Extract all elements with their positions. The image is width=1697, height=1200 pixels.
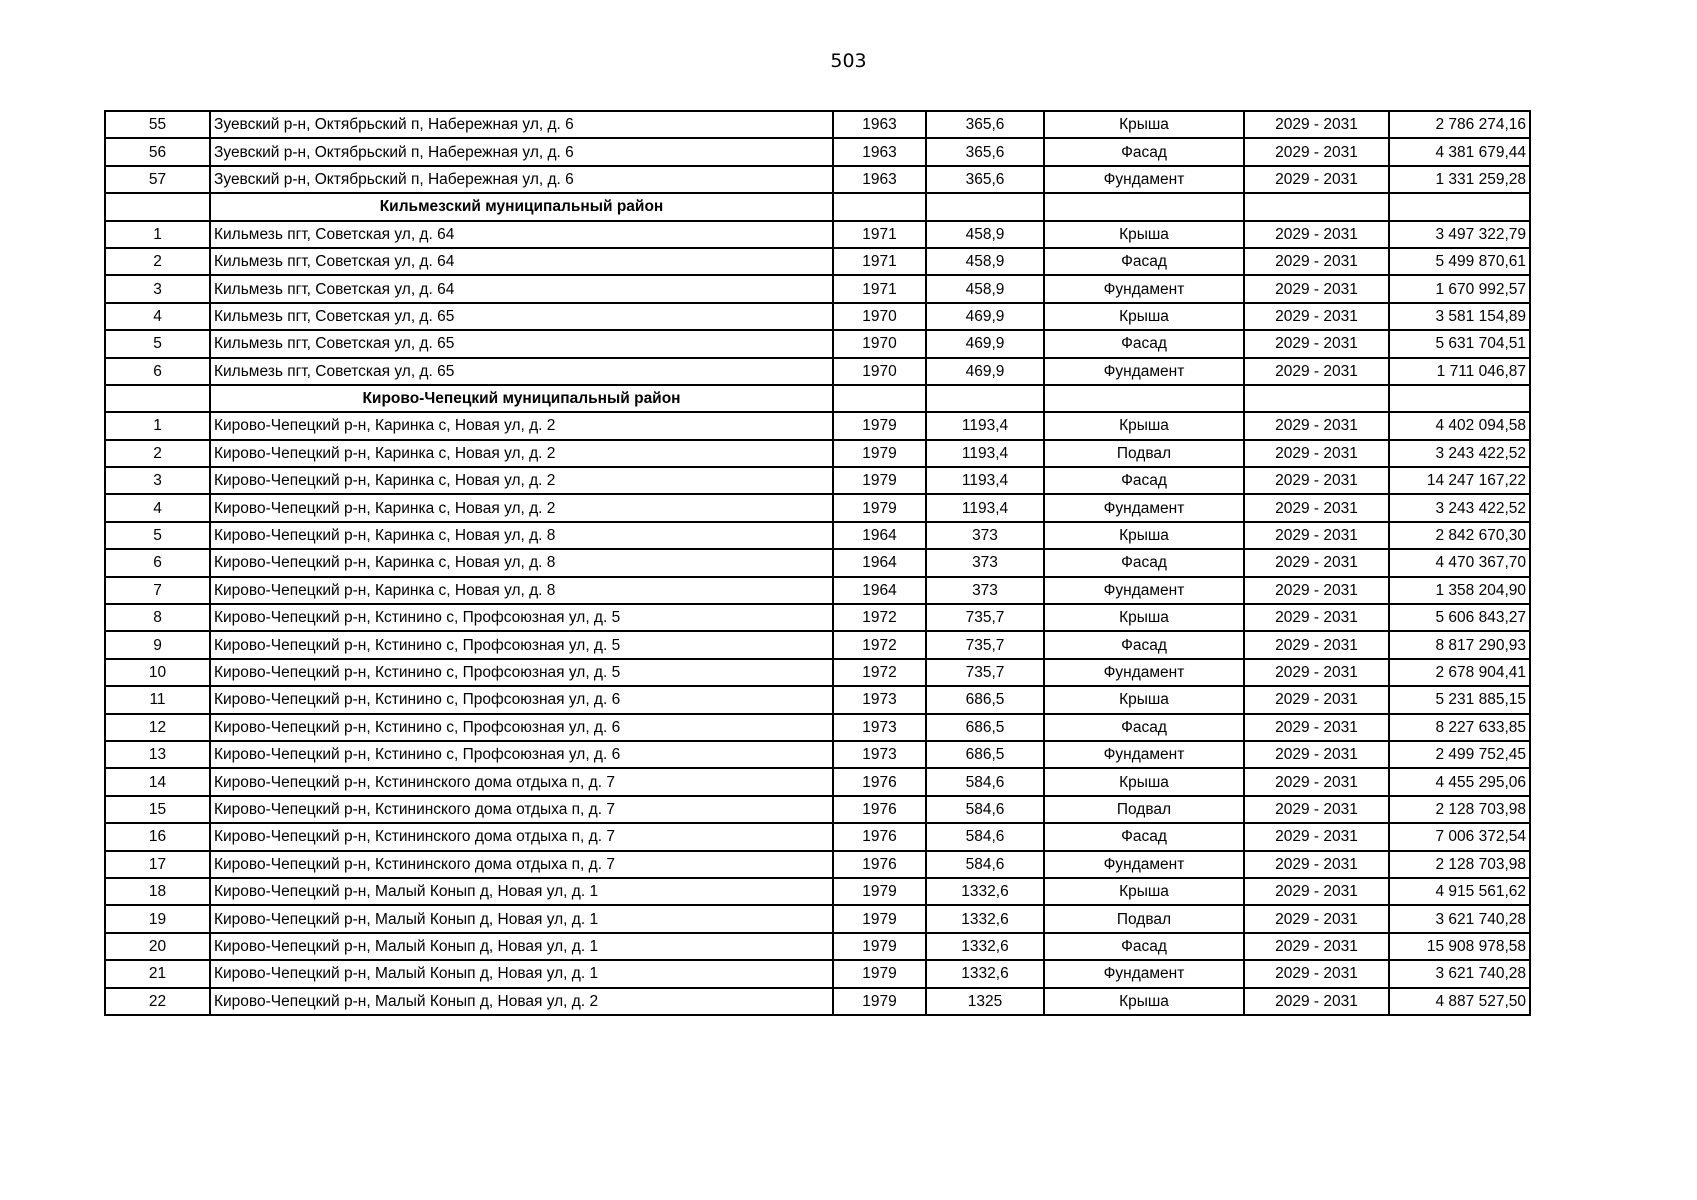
row-number: 14 (105, 768, 210, 795)
building-address: Кирово-Чепецкий р-н, Кстинино с, Профсоюзная ул, д. 5 (210, 659, 833, 686)
work-period: 2029 - 2031 (1244, 248, 1389, 275)
table-row (105, 960, 1530, 987)
work-type: Фундамент (1044, 275, 1244, 302)
floor-area: 735,7 (926, 659, 1044, 686)
work-cost: 4 402 094,58 (1389, 412, 1530, 439)
build-year: 1979 (833, 412, 926, 439)
work-type: Крыша (1044, 303, 1244, 330)
district-header-row (105, 193, 1530, 220)
work-period: 2029 - 2031 (1244, 631, 1389, 658)
work-cost: 8 817 290,93 (1389, 631, 1530, 658)
floor-area: 1193,4 (926, 467, 1044, 494)
table-row (105, 741, 1530, 768)
table-row (105, 823, 1530, 850)
row-number: 4 (105, 303, 210, 330)
work-cost: 4 381 679,44 (1389, 138, 1530, 165)
build-year: 1979 (833, 467, 926, 494)
work-type: Фасад (1044, 467, 1244, 494)
floor-area: 1193,4 (926, 440, 1044, 467)
row-number: 6 (105, 358, 210, 385)
table-row (105, 796, 1530, 823)
work-period: 2029 - 2031 (1244, 494, 1389, 521)
work-type: Фундамент (1044, 358, 1244, 385)
build-year: 1979 (833, 960, 926, 987)
building-address: Кирово-Чепецкий р-н, Кстинино с, Профсоюзная ул, д. 5 (210, 631, 833, 658)
work-period: 2029 - 2031 (1244, 988, 1389, 1015)
floor-area: 373 (926, 522, 1044, 549)
table-row (105, 440, 1530, 467)
build-year: 1970 (833, 330, 926, 357)
build-year: 1971 (833, 275, 926, 302)
floor-area: 584,6 (926, 851, 1044, 878)
work-period: 2029 - 2031 (1244, 412, 1389, 439)
row-number: 2 (105, 440, 210, 467)
build-year: 1979 (833, 878, 926, 905)
work-type: Фасад (1044, 631, 1244, 658)
floor-area: 1193,4 (926, 494, 1044, 521)
page-number: 503 (830, 50, 867, 72)
work-cost: 5 499 870,61 (1389, 248, 1530, 275)
row-number: 9 (105, 631, 210, 658)
floor-area: 686,5 (926, 741, 1044, 768)
floor-area: 735,7 (926, 604, 1044, 631)
table-row (105, 138, 1530, 165)
floor-area: 458,9 (926, 248, 1044, 275)
building-address: Кирово-Чепецкий р-н, Кстининского дома отдыха п, д. 7 (210, 768, 833, 795)
work-cost: 3 581 154,89 (1389, 303, 1530, 330)
empty-cell (105, 193, 210, 220)
work-type: Крыша (1044, 988, 1244, 1015)
row-number: 3 (105, 467, 210, 494)
work-period: 2029 - 2031 (1244, 221, 1389, 248)
building-address: Кирово-Чепецкий р-н, Каринка с, Новая ул, д. 2 (210, 494, 833, 521)
work-type: Крыша (1044, 878, 1244, 905)
work-period: 2029 - 2031 (1244, 933, 1389, 960)
table-row (105, 905, 1530, 932)
work-period: 2029 - 2031 (1244, 522, 1389, 549)
work-type: Фасад (1044, 330, 1244, 357)
empty-cell (105, 385, 210, 412)
floor-area: 365,6 (926, 111, 1044, 138)
build-year: 1976 (833, 823, 926, 850)
row-number: 57 (105, 166, 210, 193)
row-number: 1 (105, 221, 210, 248)
work-period: 2029 - 2031 (1244, 823, 1389, 850)
floor-area: 365,6 (926, 166, 1044, 193)
work-type: Фасад (1044, 549, 1244, 576)
row-number: 13 (105, 741, 210, 768)
build-year: 1972 (833, 604, 926, 631)
building-address: Кирово-Чепецкий р-н, Малый Конып д, Новая ул, д. 2 (210, 988, 833, 1015)
work-cost: 14 247 167,22 (1389, 467, 1530, 494)
table-row (105, 275, 1530, 302)
table-row (105, 111, 1530, 138)
building-address: Кильмезь пгт, Советская ул, д. 64 (210, 221, 833, 248)
work-period: 2029 - 2031 (1244, 796, 1389, 823)
row-number: 7 (105, 577, 210, 604)
building-address: Кирово-Чепецкий р-н, Кстинино с, Профсоюзная ул, д. 5 (210, 604, 833, 631)
row-number: 15 (105, 796, 210, 823)
build-year: 1972 (833, 631, 926, 658)
row-number: 5 (105, 330, 210, 357)
work-period: 2029 - 2031 (1244, 467, 1389, 494)
work-period: 2029 - 2031 (1244, 960, 1389, 987)
floor-area: 584,6 (926, 768, 1044, 795)
work-type: Крыша (1044, 686, 1244, 713)
work-period: 2029 - 2031 (1244, 549, 1389, 576)
district-header-row (105, 385, 1530, 412)
build-year: 1976 (833, 768, 926, 795)
building-address: Кирово-Чепецкий р-н, Каринка с, Новая ул, д. 2 (210, 467, 833, 494)
work-type: Крыша (1044, 412, 1244, 439)
floor-area: 584,6 (926, 823, 1044, 850)
build-year: 1972 (833, 659, 926, 686)
build-year: 1979 (833, 440, 926, 467)
build-year: 1979 (833, 988, 926, 1015)
row-number: 8 (105, 604, 210, 631)
row-number: 21 (105, 960, 210, 987)
work-type: Фундамент (1044, 494, 1244, 521)
building-address: Кирово-Чепецкий р-н, Малый Конып д, Новая ул, д. 1 (210, 933, 833, 960)
building-address: Кирово-Чепецкий р-н, Кстинино с, Профсоюзная ул, д. 6 (210, 686, 833, 713)
work-period: 2029 - 2031 (1244, 878, 1389, 905)
work-period: 2029 - 2031 (1244, 358, 1389, 385)
table-row (105, 494, 1530, 521)
table-body (105, 111, 1530, 1015)
building-address: Кирово-Чепецкий р-н, Малый Конып д, Новая ул, д. 1 (210, 878, 833, 905)
build-year: 1979 (833, 905, 926, 932)
work-type: Крыша (1044, 768, 1244, 795)
work-period: 2029 - 2031 (1244, 440, 1389, 467)
building-address: Кирово-Чепецкий р-н, Каринка с, Новая ул, д. 8 (210, 522, 833, 549)
work-cost: 4 455 295,06 (1389, 768, 1530, 795)
floor-area: 469,9 (926, 303, 1044, 330)
table-row (105, 549, 1530, 576)
building-address: Кирово-Чепецкий р-н, Каринка с, Новая ул, д. 8 (210, 577, 833, 604)
building-address: Зуевский р-н, Октябрьский п, Набережная ул, д. 6 (210, 166, 833, 193)
work-cost: 5 231 885,15 (1389, 686, 1530, 713)
work-type: Подвал (1044, 905, 1244, 932)
work-cost: 2 128 703,98 (1389, 796, 1530, 823)
build-year: 1964 (833, 577, 926, 604)
work-type: Фасад (1044, 248, 1244, 275)
row-number: 17 (105, 851, 210, 878)
work-cost: 2 786 274,16 (1389, 111, 1530, 138)
empty-cell (926, 385, 1044, 412)
table-row (105, 686, 1530, 713)
table-row (105, 577, 1530, 604)
work-period: 2029 - 2031 (1244, 604, 1389, 631)
district-name: Кильмезский муниципальный район (210, 193, 833, 220)
work-type: Фундамент (1044, 166, 1244, 193)
work-cost: 1 670 992,57 (1389, 275, 1530, 302)
row-number: 12 (105, 714, 210, 741)
row-number: 20 (105, 933, 210, 960)
district-name: Кирово-Чепецкий муниципальный район (210, 385, 833, 412)
building-address: Кирово-Чепецкий р-н, Кстинино с, Профсоюзная ул, д. 6 (210, 741, 833, 768)
work-cost: 3 497 322,79 (1389, 221, 1530, 248)
work-cost: 3 243 422,52 (1389, 494, 1530, 521)
table-row (105, 851, 1530, 878)
build-year: 1973 (833, 741, 926, 768)
work-cost: 3 621 740,28 (1389, 905, 1530, 932)
table-row (105, 467, 1530, 494)
build-year: 1979 (833, 933, 926, 960)
empty-cell (1389, 385, 1530, 412)
building-address: Кирово-Чепецкий р-н, Кстининского дома отдыха п, д. 7 (210, 823, 833, 850)
empty-cell (1244, 385, 1389, 412)
empty-cell (1389, 193, 1530, 220)
empty-cell (1044, 385, 1244, 412)
work-cost: 4 887 527,50 (1389, 988, 1530, 1015)
building-address: Зуевский р-н, Октябрьский п, Набережная ул, д. 6 (210, 138, 833, 165)
build-year: 1976 (833, 851, 926, 878)
work-period: 2029 - 2031 (1244, 905, 1389, 932)
work-type: Фундамент (1044, 577, 1244, 604)
work-type: Крыша (1044, 604, 1244, 631)
row-number: 5 (105, 522, 210, 549)
floor-area: 1332,6 (926, 878, 1044, 905)
work-cost: 1 331 259,28 (1389, 166, 1530, 193)
repair-schedule-table (104, 110, 1531, 1016)
floor-area: 1332,6 (926, 905, 1044, 932)
work-type: Фундамент (1044, 659, 1244, 686)
work-cost: 3 243 422,52 (1389, 440, 1530, 467)
work-type: Крыша (1044, 522, 1244, 549)
floor-area: 469,9 (926, 330, 1044, 357)
work-type: Крыша (1044, 111, 1244, 138)
build-year: 1976 (833, 796, 926, 823)
work-period: 2029 - 2031 (1244, 303, 1389, 330)
table-row (105, 631, 1530, 658)
table-row (105, 330, 1530, 357)
table-row (105, 988, 1530, 1015)
floor-area: 1325 (926, 988, 1044, 1015)
row-number: 11 (105, 686, 210, 713)
floor-area: 1332,6 (926, 933, 1044, 960)
work-cost: 2 678 904,41 (1389, 659, 1530, 686)
building-address: Кильмезь пгт, Советская ул, д. 64 (210, 248, 833, 275)
build-year: 1963 (833, 111, 926, 138)
work-cost: 2 128 703,98 (1389, 851, 1530, 878)
table-row (105, 933, 1530, 960)
floor-area: 1332,6 (926, 960, 1044, 987)
floor-area: 686,5 (926, 714, 1044, 741)
floor-area: 469,9 (926, 358, 1044, 385)
empty-cell (1044, 193, 1244, 220)
work-type: Фундамент (1044, 851, 1244, 878)
table-row (105, 878, 1530, 905)
build-year: 1964 (833, 522, 926, 549)
row-number: 6 (105, 549, 210, 576)
work-type: Крыша (1044, 221, 1244, 248)
work-type: Фундамент (1044, 741, 1244, 768)
building-address: Кильмезь пгт, Советская ул, д. 65 (210, 358, 833, 385)
row-number: 56 (105, 138, 210, 165)
building-address: Кильмезь пгт, Советская ул, д. 64 (210, 275, 833, 302)
work-period: 2029 - 2031 (1244, 138, 1389, 165)
build-year: 1971 (833, 221, 926, 248)
build-year: 1963 (833, 138, 926, 165)
floor-area: 365,6 (926, 138, 1044, 165)
work-cost: 1 711 046,87 (1389, 358, 1530, 385)
work-cost: 1 358 204,90 (1389, 577, 1530, 604)
empty-cell (926, 193, 1044, 220)
work-cost: 3 621 740,28 (1389, 960, 1530, 987)
building-address: Кирово-Чепецкий р-н, Кстининского дома отдыха п, д. 7 (210, 851, 833, 878)
row-number: 19 (105, 905, 210, 932)
row-number: 16 (105, 823, 210, 850)
row-number: 3 (105, 275, 210, 302)
table-row (105, 768, 1530, 795)
table-row (105, 358, 1530, 385)
work-type: Фасад (1044, 714, 1244, 741)
empty-cell (833, 385, 926, 412)
work-type: Фасад (1044, 138, 1244, 165)
building-address: Кирово-Чепецкий р-н, Кстинино с, Профсоюзная ул, д. 6 (210, 714, 833, 741)
work-cost: 5 631 704,51 (1389, 330, 1530, 357)
table-row (105, 221, 1530, 248)
table-row (105, 303, 1530, 330)
row-number: 2 (105, 248, 210, 275)
building-address: Кирово-Чепецкий р-н, Кстининского дома отдыха п, д. 7 (210, 796, 833, 823)
work-period: 2029 - 2031 (1244, 741, 1389, 768)
work-cost: 15 908 978,58 (1389, 933, 1530, 960)
row-number: 55 (105, 111, 210, 138)
work-cost: 4 915 561,62 (1389, 878, 1530, 905)
building-address: Кирово-Чепецкий р-н, Каринка с, Новая ул, д. 2 (210, 440, 833, 467)
build-year: 1970 (833, 303, 926, 330)
floor-area: 735,7 (926, 631, 1044, 658)
building-address: Кирово-Чепецкий р-н, Малый Конып д, Новая ул, д. 1 (210, 905, 833, 932)
work-type: Фасад (1044, 823, 1244, 850)
work-period: 2029 - 2031 (1244, 768, 1389, 795)
table-row (105, 166, 1530, 193)
table-row (105, 659, 1530, 686)
row-number: 4 (105, 494, 210, 521)
building-address: Кильмезь пгт, Советская ул, д. 65 (210, 303, 833, 330)
work-cost: 4 470 367,70 (1389, 549, 1530, 576)
floor-area: 1193,4 (926, 412, 1044, 439)
building-address: Зуевский р-н, Октябрьский п, Набережная ул, д. 6 (210, 111, 833, 138)
table-row (105, 714, 1530, 741)
row-number: 22 (105, 988, 210, 1015)
building-address: Кильмезь пгт, Советская ул, д. 65 (210, 330, 833, 357)
build-year: 1979 (833, 494, 926, 521)
work-period: 2029 - 2031 (1244, 111, 1389, 138)
floor-area: 373 (926, 549, 1044, 576)
work-cost: 8 227 633,85 (1389, 714, 1530, 741)
floor-area: 373 (926, 577, 1044, 604)
work-period: 2029 - 2031 (1244, 714, 1389, 741)
work-period: 2029 - 2031 (1244, 330, 1389, 357)
building-address: Кирово-Чепецкий р-н, Каринка с, Новая ул, д. 2 (210, 412, 833, 439)
empty-cell (1244, 193, 1389, 220)
work-cost: 2 499 752,45 (1389, 741, 1530, 768)
build-year: 1973 (833, 686, 926, 713)
work-period: 2029 - 2031 (1244, 577, 1389, 604)
floor-area: 458,9 (926, 275, 1044, 302)
work-cost: 7 006 372,54 (1389, 823, 1530, 850)
row-number: 10 (105, 659, 210, 686)
build-year: 1973 (833, 714, 926, 741)
building-address: Кирово-Чепецкий р-н, Каринка с, Новая ул, д. 8 (210, 549, 833, 576)
work-type: Фундамент (1044, 960, 1244, 987)
row-number: 1 (105, 412, 210, 439)
work-type: Подвал (1044, 440, 1244, 467)
building-address: Кирово-Чепецкий р-н, Малый Конып д, Новая ул, д. 1 (210, 960, 833, 987)
empty-cell (833, 193, 926, 220)
floor-area: 686,5 (926, 686, 1044, 713)
build-year: 1970 (833, 358, 926, 385)
build-year: 1963 (833, 166, 926, 193)
work-cost: 5 606 843,27 (1389, 604, 1530, 631)
floor-area: 458,9 (926, 221, 1044, 248)
build-year: 1964 (833, 549, 926, 576)
floor-area: 584,6 (926, 796, 1044, 823)
work-type: Подвал (1044, 796, 1244, 823)
table-row (105, 522, 1530, 549)
work-period: 2029 - 2031 (1244, 275, 1389, 302)
work-period: 2029 - 2031 (1244, 659, 1389, 686)
table-row (105, 412, 1530, 439)
row-number: 18 (105, 878, 210, 905)
table-row (105, 248, 1530, 275)
work-period: 2029 - 2031 (1244, 686, 1389, 713)
build-year: 1971 (833, 248, 926, 275)
table-row (105, 604, 1530, 631)
work-cost: 2 842 670,30 (1389, 522, 1530, 549)
work-period: 2029 - 2031 (1244, 166, 1389, 193)
work-period: 2029 - 2031 (1244, 851, 1389, 878)
work-type: Фасад (1044, 933, 1244, 960)
